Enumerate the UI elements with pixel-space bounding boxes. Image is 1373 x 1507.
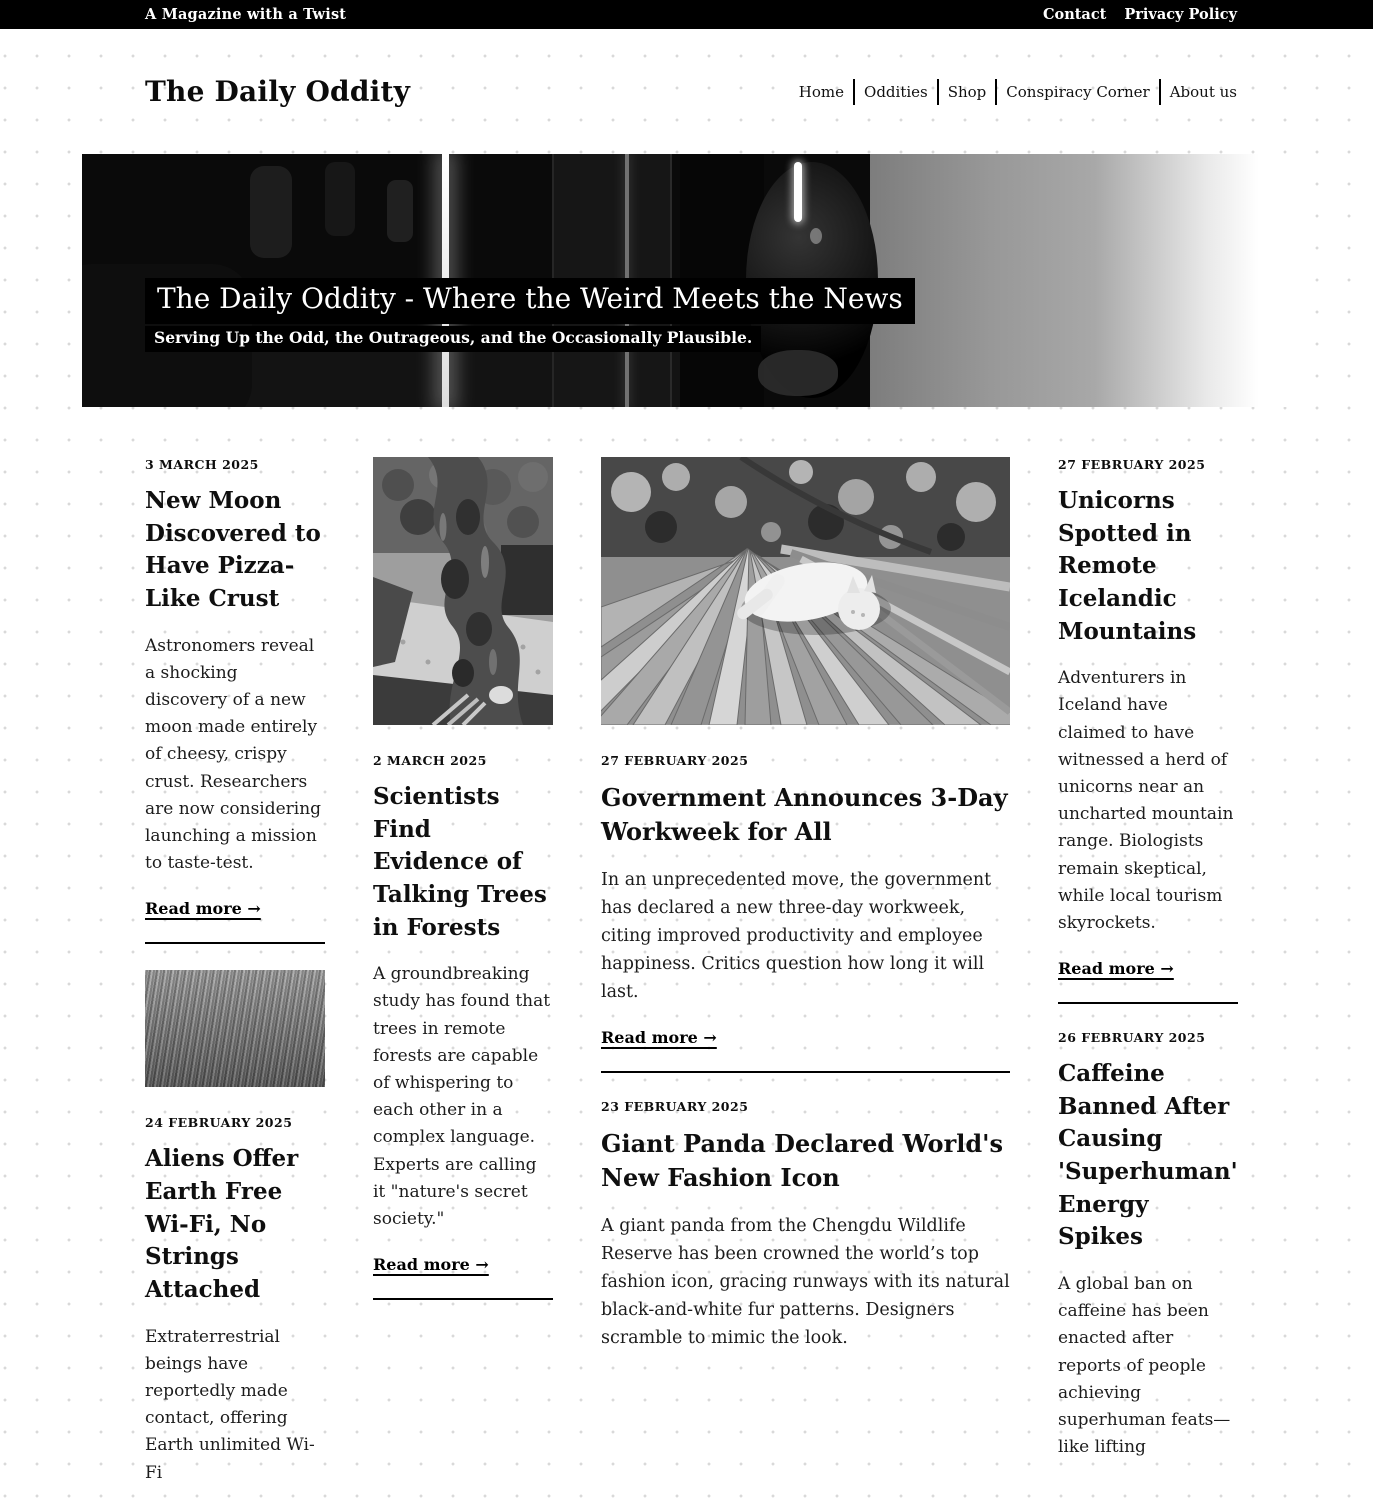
read-more-link[interactable]: Read more → xyxy=(373,1255,489,1275)
nav-separator xyxy=(853,79,855,105)
site-header xyxy=(0,29,1373,154)
hero-photo-eye-reflection xyxy=(810,228,822,244)
hero-subtitle: Serving Up the Odd, the Outrageous, and the Occasionally Plausible. xyxy=(145,326,761,352)
hero-title: The Daily Oddity - Where the Weird Meets the News xyxy=(145,278,915,324)
article-title[interactable]: Scientists Find Evidence of Talking Trees in Forests xyxy=(373,783,547,941)
nav-separator xyxy=(937,79,939,105)
article-date: 24 FEBRUARY 2025 xyxy=(145,1115,293,1131)
hero-photo-person-silhouette xyxy=(387,180,413,242)
article-photo-tree[interactable] xyxy=(373,457,553,725)
site-tagline: A Magazine with a Twist xyxy=(145,6,347,23)
article-photo-cat-bamboo[interactable] xyxy=(601,457,1010,725)
read-more-link[interactable]: Read more → xyxy=(145,899,261,919)
article-title[interactable]: New Moon Discovered to Have Pizza-Like Crust xyxy=(145,487,321,612)
nav-separator xyxy=(995,79,997,105)
hero-subtitle-row xyxy=(145,326,915,352)
article-title[interactable]: Aliens Offer Earth Free Wi-Fi, No Strings Attached xyxy=(145,1145,299,1303)
hero-banner xyxy=(82,154,1302,407)
nav-separator xyxy=(1159,79,1161,105)
top-links xyxy=(1043,6,1237,23)
article-title[interactable]: Giant Panda Declared World's New Fashion Icon xyxy=(601,1129,1003,1193)
top-bar xyxy=(0,0,1373,29)
read-more-link[interactable]: Read more → xyxy=(601,1028,717,1048)
article-photo-fur[interactable] xyxy=(145,970,325,1087)
article-excerpt: Adventurers in Iceland have claimed to have witnessed a herd of unicorns near an uncharted mountain range. Biologists remain skeptical, while local tourism skyrockets. xyxy=(1058,668,1234,933)
article-card xyxy=(373,457,553,1300)
hero-text-block xyxy=(145,278,915,352)
article-date: 2 MARCH 2025 xyxy=(373,753,487,768)
article-card xyxy=(145,457,325,944)
main-nav xyxy=(799,79,1237,105)
privacy-policy-link[interactable]: Privacy Policy xyxy=(1124,6,1237,23)
article-card xyxy=(145,970,325,1486)
article-card xyxy=(1058,1030,1238,1461)
contact-link[interactable]: Contact xyxy=(1042,6,1107,23)
hero-photo-eye-highlight xyxy=(794,162,802,222)
column-2 xyxy=(373,457,553,1326)
article-title[interactable]: Unicorns Spotted in Remote Icelandic Mountains xyxy=(1058,487,1197,645)
column-4 xyxy=(1058,457,1238,1481)
article-date: 26 FEBRUARY 2025 xyxy=(1058,1030,1206,1046)
nav-oddities[interactable]: Oddities xyxy=(864,82,928,101)
article-excerpt: Astronomers reveal a shocking discovery of a new moon made entirely of cheesy, crispy crust. Researchers are now considering launching a mission to taste-test. xyxy=(145,635,322,874)
article-date: 23 FEBRUARY 2025 xyxy=(601,1099,749,1115)
article-title[interactable]: Government Announces 3-Day Workweek for All xyxy=(601,783,1008,847)
article-excerpt: A global ban on caffeine has been enacted after reports of people achieving superhuman feats—like lifting xyxy=(1058,1274,1231,1458)
hero-photo-person-silhouette xyxy=(325,162,355,236)
article-date: 3 MARCH 2025 xyxy=(145,457,259,472)
article-card xyxy=(601,1099,1010,1352)
article-date: 27 FEBRUARY 2025 xyxy=(1058,457,1206,472)
article-card xyxy=(601,457,1010,1073)
column-1 xyxy=(145,457,325,1507)
column-3 xyxy=(601,457,1010,1372)
hero-photo-gray-fur xyxy=(870,154,1302,407)
article-divider xyxy=(145,942,325,944)
article-title[interactable]: Caffeine Banned After Causing 'Superhuman' Energy Spikes xyxy=(1058,1060,1238,1251)
hero-photo-person-silhouette xyxy=(250,166,292,258)
nav-home[interactable]: Home xyxy=(798,82,845,101)
article-divider xyxy=(601,1071,1010,1073)
site-logo[interactable]: The Daily Oddity xyxy=(145,75,411,108)
article-divider xyxy=(1058,1002,1238,1004)
nav-conspiracy-corner[interactable]: Conspiracy Corner xyxy=(1006,82,1150,101)
article-excerpt: In an unprecedented move, the government has declared a new three-day workweek, citing improved productivity and employee happiness. Critics question how long it will last. xyxy=(601,870,992,1003)
article-excerpt: A giant panda from the Chengdu Wildlife Reserve has been crowned the world’s top fashion icon, gracing runways with its natural black-and-white fur patterns. Designers scramble to mimic the look. xyxy=(601,1216,1010,1349)
article-grid xyxy=(145,457,1238,1507)
hero-photo-muzzle-shadow xyxy=(758,350,838,396)
article-excerpt: A groundbreaking study has found that trees in remote forests are capable of whispering to each other in a complex language. Experts are calling it "nature's secret society." xyxy=(373,964,551,1229)
nav-shop[interactable]: Shop xyxy=(947,82,987,101)
article-excerpt: Extraterrestrial beings have reportedly made contact, offering Earth unlimited Wi-Fi xyxy=(145,1326,315,1483)
article-divider xyxy=(373,1298,553,1300)
read-more-link[interactable]: Read more → xyxy=(1058,959,1174,979)
nav-about-us[interactable]: About us xyxy=(1169,82,1237,101)
article-card xyxy=(1058,457,1238,1004)
article-date: 27 FEBRUARY 2025 xyxy=(601,753,749,768)
